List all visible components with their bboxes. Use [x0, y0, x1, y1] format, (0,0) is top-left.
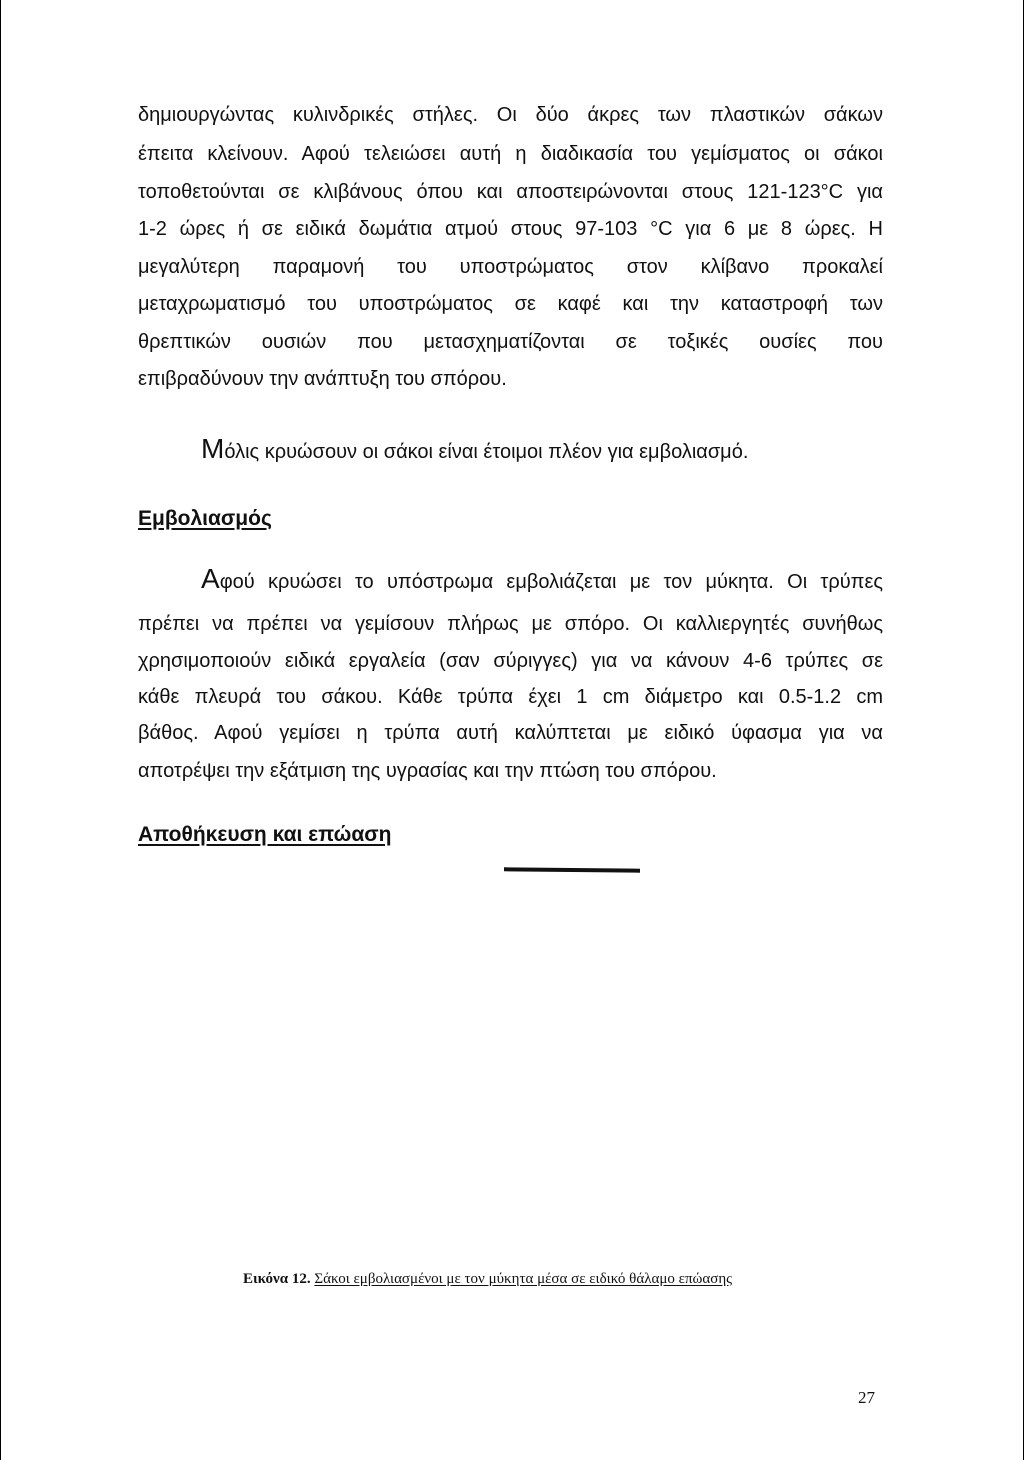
- drop-initial: Μ: [201, 433, 225, 464]
- paragraph-2-text: όλις κρυώσουν οι σάκοι είναι έτοιμοι πλέον για εμβολιασμό.: [224, 441, 749, 463]
- paragraph-1-line: μεγαλύτερη παραμονή του υποστρώματος στον κλίβανο προκαλεί: [138, 256, 883, 278]
- paragraph-3-line: κάθε πλευρά του σάκου. Κάθε τρύπα έχει 1 cm διάμετρο και 0.5-1.2 cm: [138, 686, 883, 708]
- paragraph-3-line: αποτρέψει την εξάτμιση της υγρασίας και την πτώση του σπόρου.: [138, 760, 717, 782]
- figure-caption: [243, 1271, 732, 1288]
- paragraph-2: [201, 433, 748, 465]
- paragraph-3-line: πρέπει να πρέπει να γεμίσουν πλήρως με σπόρο. Οι καλλιεργητές συνήθως: [138, 613, 883, 635]
- section-heading-inoculation: Εμβολιασμός: [138, 507, 272, 530]
- paragraph-3-text: φού κρυώσει το υπόστρωμα εμβολιάζεται με τον μύκητα. Οι τρύπες: [219, 571, 883, 593]
- paragraph-1-line: 1-2 ώρες ή σε ειδικά δωμάτια ατμού στους 97-103 °C για 6 με 8 ώρες. Η: [138, 218, 883, 240]
- paragraph-3-line: βάθος. Αφού γεμίσει η τρύπα αυτή καλύπτεται με ειδικό ύφασμα για να: [138, 722, 883, 744]
- paragraph-1-line: θρεπτικών ουσιών που μετασχηματίζονται σε τοξικές ουσίες που: [138, 331, 883, 353]
- paragraph-1-line: μεταχρωματισμό του υποστρώματος σε καφέ και την καταστροφή των: [138, 293, 883, 315]
- figure-label: Εικόνα 12.: [243, 1271, 311, 1287]
- paragraph-1-line: έπειτα κλείνουν. Αφού τελειώσει αυτή η διαδικασία του γεμίσματος οι σάκοι: [138, 143, 883, 165]
- paragraph-1-line: επιβραδύνουν την ανάπτυξη του σπόρου.: [138, 368, 507, 390]
- section-heading-storage: Αποθήκευση και επώαση: [138, 823, 392, 846]
- figure-caption-text: Σάκοι εμβολιασμένοι με τον μύκητα μέσα σε ειδικό θάλαμο επώασης: [314, 1271, 733, 1287]
- drop-initial: Α: [201, 563, 220, 594]
- paragraph-3-first-line: [201, 563, 883, 595]
- paragraph-1-line: δημιουργώντας κυλινδρικές στήλες. Οι δύο άκρες των πλαστικών σάκων: [138, 104, 883, 126]
- page-number: 27: [858, 1388, 875, 1407]
- paragraph-3-line: χρησιμοποιούν ειδικά εργαλεία (σαν σύριγγες) για να κάνουν 4-6 τρύπες σε: [138, 650, 883, 672]
- paragraph-1-line: τοποθετούνται σε κλιβάνους όπου και αποστειρώνονται στους 121-123°C για: [138, 181, 883, 203]
